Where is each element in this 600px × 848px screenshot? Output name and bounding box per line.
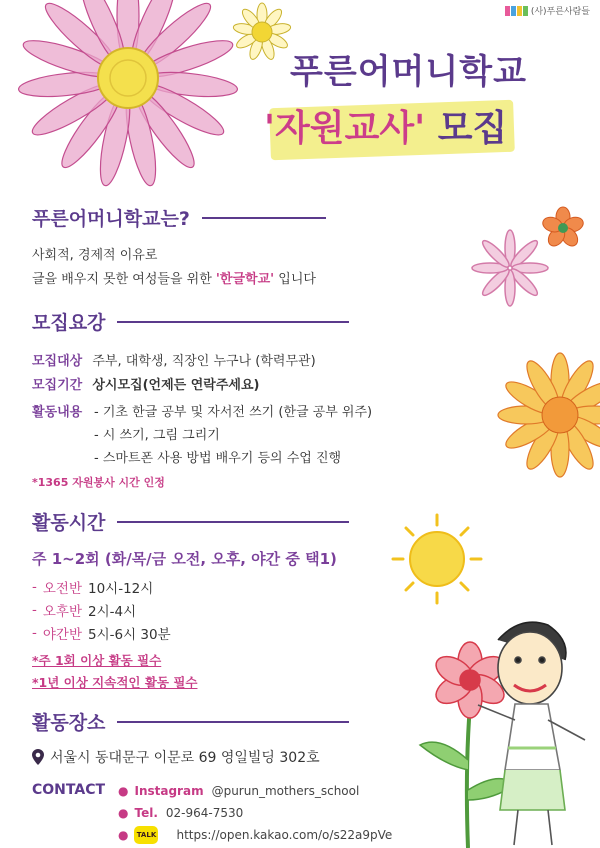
page-title-line1: 푸른어머니학교 bbox=[290, 52, 527, 92]
volunteer-hours-note: *1365 자원봉사 시간 인정 bbox=[32, 476, 165, 489]
recruit-activity-label bbox=[32, 401, 82, 420]
page-title-line2 bbox=[264, 100, 507, 151]
recruit-period-label: 모집기간 bbox=[32, 378, 83, 393]
recruit-period-row bbox=[32, 374, 259, 393]
schedule-heading-text: 활동시간 bbox=[32, 512, 106, 534]
activity-item: - 스마트폰 사용 방법 배우기 등의 수업 진행 bbox=[94, 451, 342, 466]
requirement-yearly: *1년 이상 지속적인 활동 필수 bbox=[32, 675, 198, 690]
intro-line2-highlight: '한글학교' bbox=[215, 272, 275, 287]
contact-kakao[interactable] bbox=[118, 826, 392, 844]
recruit-target-label: 모집대상 bbox=[32, 354, 83, 369]
orange-chrysanthemum-icon bbox=[498, 353, 600, 477]
bullet-icon: ● bbox=[118, 784, 129, 798]
place-heading bbox=[32, 708, 349, 735]
address-text: 서울시 동대문구 이문로 69 영일빌딩 302호 bbox=[50, 750, 320, 766]
slot-dash: - bbox=[32, 602, 37, 618]
requirement-weekly: *주 1회 이상 활동 필수 bbox=[32, 653, 162, 668]
contact-instagram[interactable] bbox=[118, 784, 359, 798]
orange-flower-icon bbox=[541, 207, 585, 249]
place-heading-text: 활동장소 bbox=[32, 712, 106, 734]
pink-sketch-flower-icon bbox=[472, 230, 548, 306]
intro-heading bbox=[32, 204, 326, 231]
slot-dash: - bbox=[32, 579, 37, 595]
activity-item: - 기초 한글 공부 및 자서전 쓰기 (한글 공부 위주) bbox=[94, 405, 373, 420]
slot-time: 2시-4시 bbox=[88, 604, 137, 620]
bullet-icon: ● bbox=[118, 828, 129, 842]
intro-heading-text: 푸른어머니학교는? bbox=[32, 208, 190, 230]
intro-line2-before: 글을 배우지 못한 여성들을 위한 bbox=[32, 272, 216, 287]
kakaotalk-icon: TALK bbox=[134, 826, 158, 844]
recruit-activity-label-text: 활동내용 bbox=[32, 405, 83, 420]
intro-line2 bbox=[32, 268, 316, 287]
yellow-flower-icon bbox=[233, 3, 292, 61]
activity-item: - 시 쓰기, 그림 그리기 bbox=[94, 428, 220, 443]
instagram-handle[interactable]: @purun_mothers_school bbox=[211, 784, 360, 798]
recruit-heading bbox=[32, 308, 349, 335]
intro-line1: 사회적, 경제적 이유로 bbox=[32, 248, 158, 263]
tel-number[interactable]: 02-964-7530 bbox=[165, 806, 244, 820]
schedule-heading bbox=[32, 508, 349, 535]
schedule-slot bbox=[32, 600, 136, 620]
recruit-heading-text: 모집요강 bbox=[32, 312, 106, 334]
recruit-target-row bbox=[32, 350, 316, 369]
schedule-slot bbox=[32, 623, 171, 643]
recruit-period-value: 상시모집(언제든 연락주세요) bbox=[92, 378, 260, 393]
address-row bbox=[32, 747, 320, 767]
heading-rule bbox=[117, 521, 349, 523]
kakao-openchat-link[interactable]: https://open.kakao.com/o/s22a9pVe bbox=[176, 828, 393, 842]
person-drawing-icon bbox=[478, 622, 585, 845]
instagram-label: Instagram bbox=[134, 784, 204, 798]
title-highlight-word: '자원교사' bbox=[264, 108, 426, 149]
heading-rule bbox=[117, 321, 349, 323]
schedule-slot bbox=[32, 577, 153, 597]
tel-label: Tel. bbox=[134, 806, 158, 820]
heading-rule bbox=[117, 721, 349, 723]
schedule-summary: 주 1~2회 (화/목/금 오전, 오후, 야간 중 택1) bbox=[32, 550, 337, 568]
recruit-target-value: 주부, 대학생, 직장인 누구나 (학력무관) bbox=[92, 354, 316, 369]
title-suffix: 모집 bbox=[425, 108, 508, 149]
heading-rule bbox=[202, 217, 326, 219]
slot-name: 오전반 bbox=[42, 581, 82, 597]
organization-name: (사)푸른사람들 bbox=[530, 7, 590, 17]
intro-line2-after: 입니다 bbox=[274, 272, 316, 287]
sun-icon bbox=[393, 515, 481, 603]
slot-time: 10시-12시 bbox=[88, 581, 154, 597]
contact-label: CONTACT bbox=[32, 782, 106, 798]
slot-name: 오후반 bbox=[42, 604, 82, 620]
bullet-icon: ● bbox=[118, 806, 129, 820]
contact-tel[interactable] bbox=[118, 806, 243, 820]
location-pin-icon bbox=[32, 749, 44, 765]
slot-name: 야간반 bbox=[42, 627, 82, 643]
slot-dash: - bbox=[32, 625, 37, 641]
pink-flower-icon bbox=[17, 0, 238, 188]
slot-time: 5시-6시 30분 bbox=[88, 627, 171, 643]
